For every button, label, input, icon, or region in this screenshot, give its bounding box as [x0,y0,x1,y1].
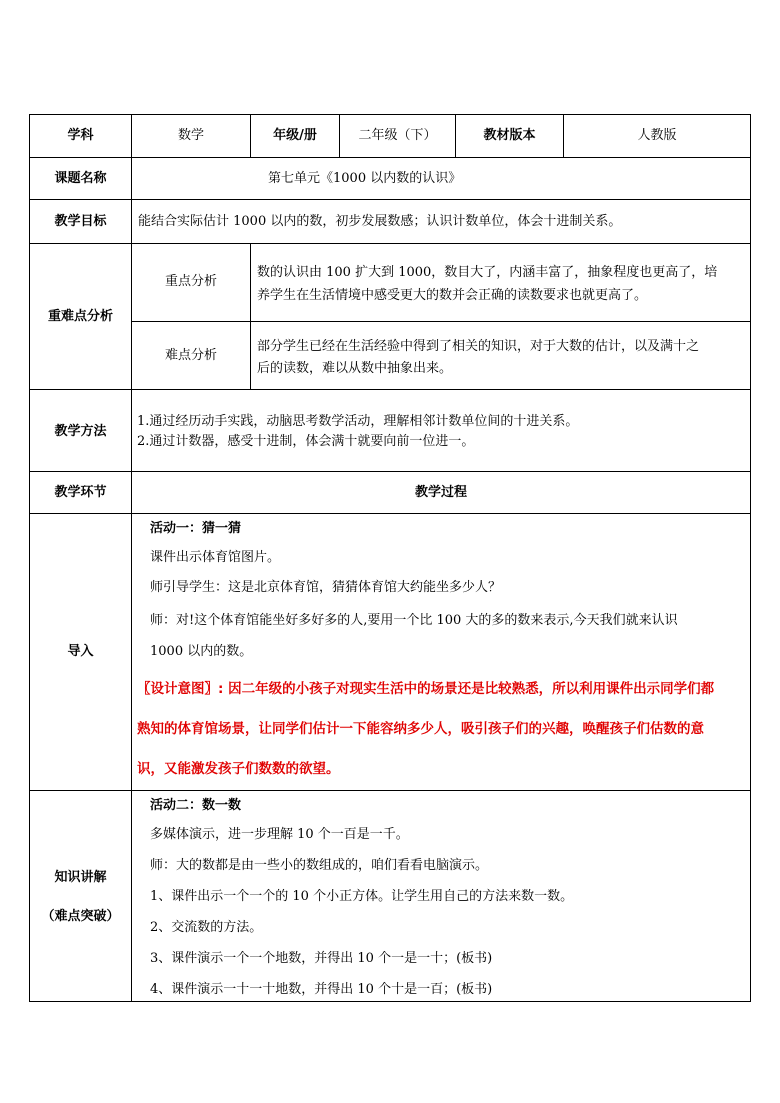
method-label: 教学方法 [54,424,107,439]
intro-label: 导入 [67,644,94,659]
knowledge-line: 师：大的数都是由一些小的数组成的，咱们看看电脑演示。 [150,858,489,873]
difficulty-analysis-line: 部分学生已经在生活经验中得到了相关的知识，对于大数的估计，以及满十之 [257,339,700,354]
knowledge-line: 1、课件出示一个一个的 10 个小正方体。让学生用自己的方法来数一数。 [150,889,574,904]
method-line: 2.通过计数器，感受十进制，体会满十就要向前一位进一。 [137,434,475,449]
edition-value: 人教版 [637,128,677,143]
difficulty-analysis-label: 难点分析 [164,348,217,363]
knowledge-label: 知识讲解 [54,870,107,885]
intro-line: 1000 以内的数。 [150,644,253,659]
knowledge-line: 3、课件演示一个一个地数，并得出 10 个一是一十；(板书) [150,951,493,966]
intro-line: 课件出示体育馆图片。 [150,550,281,565]
design-intent-line: 〖设计意图〗: 因二年级的小孩子对现实生活中的场景还是比较熟悉，所以利用课件出示同学们都 [137,681,715,697]
process-step-label: 教学环节 [54,485,107,500]
grade-value: 二年级（下） [358,128,437,143]
knowledge-sublabel: （难点突破） [41,909,120,924]
intro-line: 师引导学生：这是北京体育馆，猜猜体育馆大约能坐多少人？ [150,580,502,595]
knowledge-line: 4、课件演示一十一十地数，并得出 10 个十是一百；(板书) [150,982,493,997]
key-analysis-label: 重点分析 [164,274,217,289]
method-line: 1.通过经历动手实践，动脑思考数学活动，理解相邻计数单位间的十进关系。 [137,414,579,429]
activity-two-title: 活动二：数一数 [150,798,242,813]
activity-one-title: 活动一：猜一猜 [150,521,242,536]
knowledge-line: 2、交流数的方法。 [150,920,263,935]
subject-label: 学科 [67,128,94,143]
key-analysis-line: 数的认识由 100 扩大到 1000，数目大了，内涵丰富了，抽象程度也更高了，培 [257,265,718,280]
edition-label: 教材版本 [483,128,536,143]
design-intent-line: 识，又能激发孩子们数数的欲望。 [137,761,340,777]
key-analysis-line: 养学生在生活情境中感受更大的数并会正确的读数要求也就更高了。 [257,288,648,303]
knowledge-line: 多媒体演示，进一步理解 10 个一百是一千。 [150,827,409,842]
process-label: 教学过程 [414,485,467,500]
subject-value: 数学 [177,128,204,143]
grade-label: 年级/册 [273,128,317,143]
analysis-label: 重难点分析 [47,309,113,324]
goal-label: 教学目标 [54,214,107,229]
topic-label: 课题名称 [54,171,107,186]
difficulty-analysis-line: 后的读数，难以从数中抽象出来。 [257,361,453,376]
topic-value: 第七单元《1000 以内数的认识》 [268,171,462,186]
goal-value: 能结合实际估计 1000 以内的数，初步发展数感；认识计数单位，体会十进制关系。 [138,214,622,229]
design-intent-line: 熟知的体育馆场景，让同学们估计一下能容纳多少人，吸引孩子们的兴趣，唤醒孩子们估数的意 [137,721,704,737]
intro-line: 师：对!这个体育馆能坐好多好多的人,要用一个比 100 大的多的数来表示,今天我们就来认识 [150,613,678,628]
